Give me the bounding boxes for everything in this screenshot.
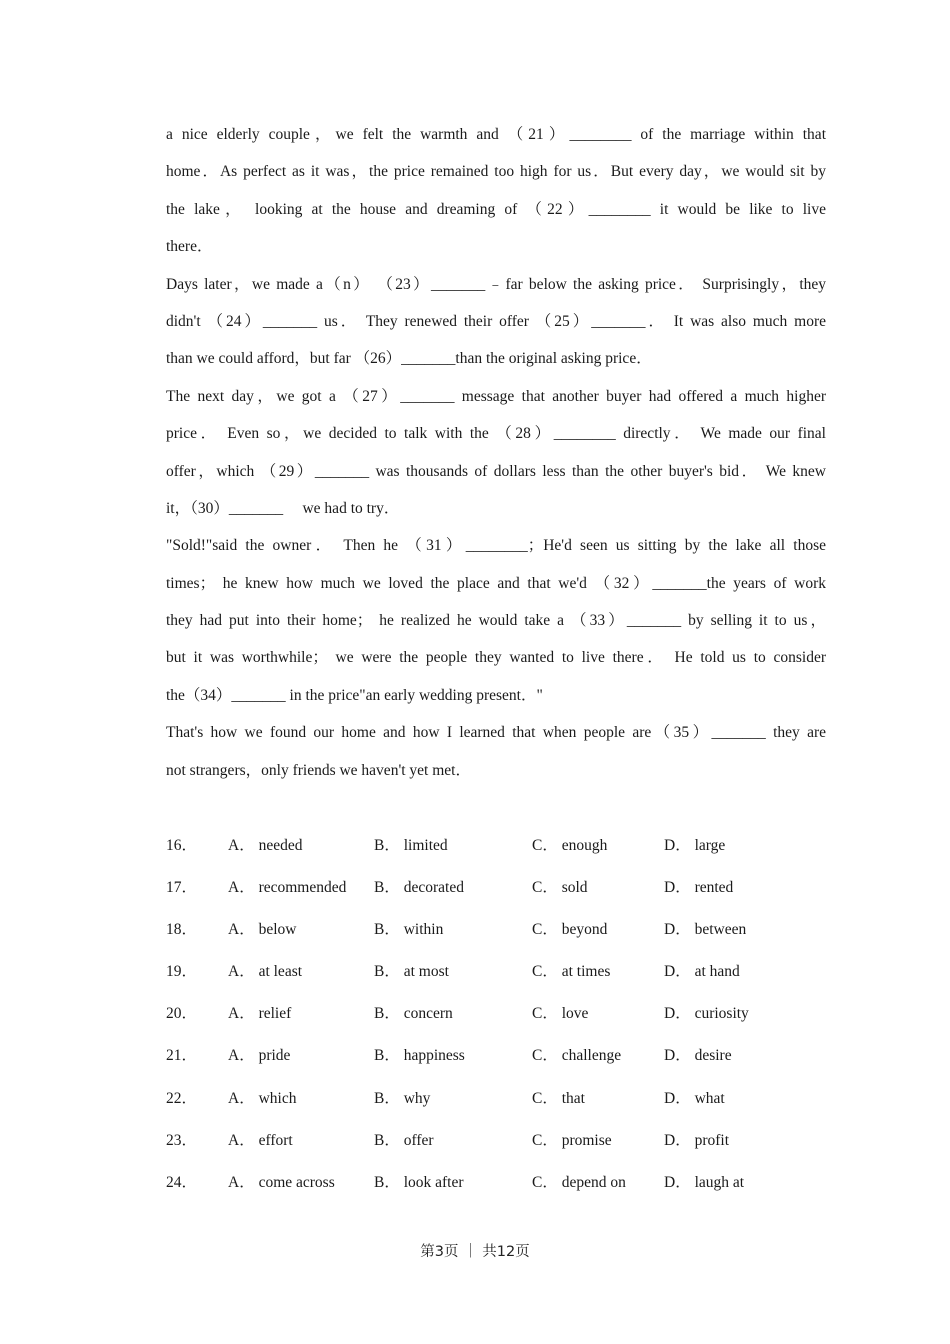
option-a: A． at least: [228, 963, 303, 981]
question-number: 22．: [166, 1089, 198, 1107]
question-number: 20．: [166, 1005, 198, 1023]
question-row: [166, 1081, 806, 1123]
question-row: [166, 954, 806, 996]
passage-line: "Sold!"said the owner． Then he （31）________；He'd seen us sitting by the lake all those: [166, 537, 826, 555]
passage-line: than we could afford，but far （26）_______than the original asking price．: [166, 350, 652, 368]
option-c: C． enough: [532, 837, 608, 854]
passage-line: price． Even so，we decided to talk with the （28）________ directly． We made our final: [166, 425, 826, 443]
option-b: B． at most: [374, 963, 449, 981]
option-b: B． offer: [374, 1131, 434, 1149]
question-row: [166, 996, 806, 1038]
passage-line: a nice elderly couple，we felt the warmth and （21）________ of the marriage within that: [166, 126, 826, 143]
option-c: C． beyond: [532, 921, 608, 939]
option-a: A． relief: [228, 1005, 292, 1023]
passage-line: times； he knew how much we loved the place and that we'd （32）_______the years of work: [166, 574, 826, 592]
question-row: [166, 1165, 806, 1207]
passage-line: the lake， looking at the house and dreaming of （22）________ it would be like to live: [166, 200, 826, 218]
question-row: [166, 828, 806, 870]
question-number: 19．: [166, 963, 198, 981]
question-number: 21．: [166, 1047, 198, 1065]
option-b: B． happiness: [374, 1047, 465, 1065]
option-a: A． which: [228, 1089, 297, 1107]
question-row: [166, 870, 806, 912]
option-c: C． promise: [532, 1131, 612, 1149]
question-row: [166, 1123, 806, 1165]
option-d: D． between: [664, 921, 747, 939]
option-b: B． why: [374, 1089, 431, 1107]
option-d: D． desire: [664, 1047, 732, 1065]
option-c: C． sold: [532, 879, 588, 897]
option-c: C． at times: [532, 963, 611, 981]
page-footer: 第3页 ｜ 共12页: [420, 1244, 530, 1260]
question-number: 16．: [166, 837, 198, 854]
passage-line: home．As perfect as it was，the price remained too high for us．But every day，we would sit by: [166, 163, 826, 181]
option-b: B． within: [374, 921, 444, 939]
question-number: 24．: [166, 1173, 198, 1191]
question-row: [166, 1038, 806, 1080]
question-number: 18．: [166, 921, 198, 939]
option-d: D． what: [664, 1089, 725, 1107]
option-b: B． concern: [374, 1005, 453, 1023]
option-a: A． needed: [228, 837, 303, 854]
passage-line: Days later，we made a（n） （23）_______﹣far below the asking price． Surprisingly，they: [166, 275, 826, 293]
passage-line: didn't （24）_______ us． They renewed their offer （25）_______． It was also much more: [166, 312, 826, 330]
cloze-passage: [166, 116, 826, 789]
option-d: D． laugh at: [664, 1173, 745, 1191]
option-d: D． rented: [664, 879, 734, 897]
passage-line: not strangers，only friends we haven't yet met．: [166, 761, 471, 779]
passage-line: there．: [166, 238, 213, 256]
question-number: 23．: [166, 1131, 198, 1149]
option-d: D． at hand: [664, 963, 740, 981]
option-a: A． below: [228, 921, 297, 939]
option-c: C． challenge: [532, 1047, 622, 1065]
question-row: [166, 912, 806, 954]
option-a: A． effort: [228, 1131, 293, 1149]
option-c: C． love: [532, 1005, 589, 1023]
option-c: C． depend on: [532, 1173, 626, 1191]
option-a: A． come across: [228, 1173, 335, 1191]
option-a: A． recommended: [228, 879, 347, 897]
option-d: D． curiosity: [664, 1005, 749, 1023]
option-b: B． decorated: [374, 879, 464, 897]
option-b: B． limited: [374, 837, 448, 854]
option-c: C． that: [532, 1089, 585, 1107]
passage-line: they had put into their home； he realized he would take a （33）_______ by selling it to us，: [166, 612, 826, 630]
passage-line: The next day，we got a （27）_______ message that another buyer had offered a much higher: [166, 387, 826, 405]
option-b: B． look after: [374, 1173, 464, 1191]
passage-line: it，（30）_______ we had to try．: [166, 499, 400, 517]
question-number: 17．: [166, 879, 198, 897]
option-a: A． pride: [228, 1047, 291, 1065]
passage-line: the（34）_______ in the price"an early wedding present．": [166, 686, 543, 704]
passage-line: but it was worthwhile； we were the people they wanted to live there． He told us to consider: [166, 649, 826, 667]
answer-options: [166, 828, 806, 1207]
option-d: D． large: [664, 837, 726, 854]
passage-line: That's how we found our home and how I learned that when people are（35）_______ they are: [166, 724, 826, 742]
option-d: D． profit: [664, 1131, 730, 1149]
passage-line: offer，which （29）_______ was thousands of dollars less than the other buyer's bid． We knew: [166, 462, 826, 480]
